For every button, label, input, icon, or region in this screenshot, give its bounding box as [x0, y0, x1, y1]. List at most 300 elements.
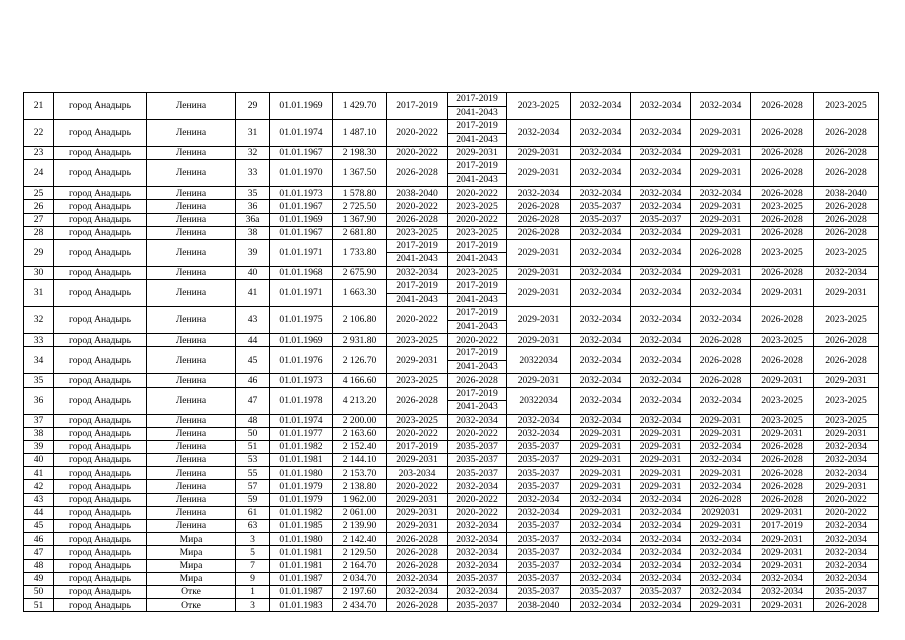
date-cell: 01.01.1971	[270, 239, 333, 266]
period-cell-1: 2032-2034	[387, 572, 448, 585]
period-cell-7: 2029-2031	[751, 533, 814, 546]
row-number: 31	[24, 280, 54, 307]
period-cell-7: 2026-2028	[751, 213, 814, 226]
area-cell: 1 367.50	[333, 160, 387, 187]
period-cell-5: 2032-2034	[631, 387, 691, 414]
period-cell-6: 20292031	[691, 506, 751, 519]
row-number: 39	[24, 440, 54, 453]
period-cell-7: 2023-2025	[751, 387, 814, 414]
period-cell-5: 2029-2031	[631, 467, 691, 480]
period-cell-6: 2032-2034	[691, 307, 751, 334]
period-subcell: 2041-2043	[448, 106, 506, 120]
period-cell-3: 2026-2028	[507, 200, 571, 213]
table-row	[24, 520, 879, 533]
period-cell-5: 2032-2034	[631, 226, 691, 239]
period-cell-8: 2023-2025	[814, 414, 879, 427]
period-cell-5: 2032-2034	[631, 307, 691, 334]
table-row	[24, 93, 879, 120]
area-cell: 2 142.40	[333, 533, 387, 546]
house-number-cell: 1	[236, 585, 270, 598]
period-cell-7: 2026-2028	[751, 454, 814, 467]
house-number-cell: 36	[236, 200, 270, 213]
house-number-cell: 33	[236, 160, 270, 187]
period-subcell: 2017-2019	[396, 280, 438, 292]
period-cell-2: 2032-2034	[448, 559, 507, 572]
period-cell-6: 2029-2031	[691, 266, 751, 279]
period-cell-1: 2029-2031	[387, 493, 448, 506]
house-number-cell: 59	[236, 493, 270, 506]
period-cell-3: 2029-2031	[507, 374, 571, 387]
table-row	[24, 440, 879, 453]
period-cell-6: 2026-2028	[691, 493, 751, 506]
period-cell-3: 2032-2034	[507, 427, 571, 440]
period-cell-4: 2032-2034	[571, 93, 631, 120]
date-cell: 01.01.1967	[270, 200, 333, 213]
city-cell: город Анадырь	[54, 307, 147, 334]
city-cell: город Анадырь	[54, 374, 147, 387]
area-cell: 2 152.40	[333, 440, 387, 453]
table-row	[24, 493, 879, 506]
period-cell-7: 2026-2028	[751, 307, 814, 334]
date-cell: 01.01.1974	[270, 414, 333, 427]
street-cell: Ленина	[147, 307, 236, 334]
house-number-cell: 5	[236, 546, 270, 559]
period-cell-2	[448, 160, 507, 187]
period-subcell: 2017-2019	[456, 239, 498, 251]
house-number-cell: 32	[236, 147, 270, 160]
period-cell-4: 2032-2034	[571, 147, 631, 160]
area-cell: 1 733.80	[333, 239, 387, 266]
street-cell: Мира	[147, 559, 236, 572]
city-cell: город Анадырь	[54, 520, 147, 533]
street-cell: Ленина	[147, 239, 236, 266]
table-row	[24, 334, 879, 347]
row-number: 32	[24, 307, 54, 334]
period-cell-7: 2017-2019	[751, 520, 814, 533]
period-cell-2: 2032-2034	[448, 585, 507, 598]
period-cell-8: 2023-2025	[814, 387, 879, 414]
area-cell: 2 675.90	[333, 266, 387, 279]
row-number: 47	[24, 546, 54, 559]
table-row	[24, 160, 879, 187]
house-number-cell: 41	[236, 280, 270, 307]
period-cell-8: 2038-2040	[814, 187, 879, 200]
table-row	[24, 387, 879, 414]
row-number: 22	[24, 120, 54, 147]
street-cell: Ленина	[147, 493, 236, 506]
period-cell-4: 2032-2034	[571, 239, 631, 266]
area-cell: 2 153.70	[333, 467, 387, 480]
row-number: 48	[24, 559, 54, 572]
date-cell: 01.01.1987	[270, 585, 333, 598]
period-cell-3: 2038-2040	[507, 599, 571, 612]
table-body	[24, 93, 879, 612]
city-cell: город Анадырь	[54, 467, 147, 480]
period-cell-3: 2035-2037	[507, 467, 571, 480]
period-cell-8: 2032-2034	[814, 572, 879, 585]
table-row	[24, 454, 879, 467]
table-row	[24, 266, 879, 279]
period-cell-5: 2032-2034	[631, 266, 691, 279]
row-number: 38	[24, 427, 54, 440]
house-number-cell: 47	[236, 387, 270, 414]
house-number-cell: 40	[236, 266, 270, 279]
row-number: 30	[24, 266, 54, 279]
period-cell-7: 2029-2031	[751, 559, 814, 572]
period-cell-1: 2026-2028	[387, 387, 448, 414]
period-cell-1: 2038-2040	[387, 187, 448, 200]
date-cell: 01.01.1967	[270, 226, 333, 239]
date-cell: 01.01.1977	[270, 427, 333, 440]
row-number: 29	[24, 239, 54, 266]
period-cell-1: 2026-2028	[387, 559, 448, 572]
period-subcell: 2017-2019	[456, 93, 498, 104]
period-subcell: 2041-2043	[448, 293, 506, 307]
date-cell: 01.01.1981	[270, 559, 333, 572]
period-cell-2: 2020-2022	[448, 506, 507, 519]
date-cell: 01.01.1970	[270, 160, 333, 187]
period-cell-3: 2035-2037	[507, 546, 571, 559]
period-cell-1: 2020-2022	[387, 480, 448, 493]
area-cell: 2 129.50	[333, 546, 387, 559]
period-cell-8: 2032-2034	[814, 520, 879, 533]
period-cell-7: 2029-2031	[751, 546, 814, 559]
period-cell-3: 2029-2031	[507, 147, 571, 160]
date-cell: 01.01.1973	[270, 374, 333, 387]
street-cell: Ленина	[147, 187, 236, 200]
period-cell-4: 2032-2034	[571, 280, 631, 307]
house-number-cell: 39	[236, 239, 270, 266]
period-cell-3: 2026-2028	[507, 226, 571, 239]
house-number-cell: 51	[236, 440, 270, 453]
period-cell-7: 2029-2031	[751, 374, 814, 387]
area-cell: 2 126.70	[333, 347, 387, 374]
period-cell-4: 2032-2034	[571, 559, 631, 572]
period-cell-1: 2020-2022	[387, 120, 448, 147]
city-cell: город Анадырь	[54, 334, 147, 347]
period-cell-6: 2026-2028	[691, 239, 751, 266]
period-cell-8: 2029-2031	[814, 374, 879, 387]
period-cell-7: 2026-2028	[751, 266, 814, 279]
period-cell-4: 2032-2034	[571, 347, 631, 374]
street-cell: Ленина	[147, 506, 236, 519]
period-cell-4: 2032-2034	[571, 307, 631, 334]
date-cell: 01.01.1968	[270, 266, 333, 279]
period-cell-2: 2035-2037	[448, 454, 507, 467]
area-cell: 1 367.90	[333, 213, 387, 226]
period-cell-6: 2032-2034	[691, 480, 751, 493]
period-cell-8: 2029-2031	[814, 480, 879, 493]
period-cell-3: 2032-2034	[507, 120, 571, 147]
row-number: 23	[24, 147, 54, 160]
city-cell: город Анадырь	[54, 387, 147, 414]
date-cell: 01.01.1973	[270, 187, 333, 200]
house-number-cell: 57	[236, 480, 270, 493]
table-row	[24, 187, 879, 200]
period-cell-3: 2032-2034	[507, 414, 571, 427]
table-row	[24, 280, 879, 307]
period-subcell: 2041-2043	[448, 320, 506, 334]
period-cell-4: 2032-2034	[571, 387, 631, 414]
period-cell-4: 2032-2034	[571, 520, 631, 533]
period-cell-8: 2032-2034	[814, 467, 879, 480]
period-cell-2	[448, 120, 507, 147]
row-number: 41	[24, 467, 54, 480]
period-cell-6: 2029-2031	[691, 213, 751, 226]
city-cell: город Анадырь	[54, 533, 147, 546]
period-cell-7: 2023-2025	[751, 414, 814, 427]
period-cell-3: 2035-2037	[507, 533, 571, 546]
table-row	[24, 213, 879, 226]
date-cell: 01.01.1981	[270, 454, 333, 467]
period-cell-6: 2032-2034	[691, 93, 751, 120]
period-cell-7: 2029-2031	[751, 280, 814, 307]
period-cell-5: 2035-2037	[631, 585, 691, 598]
period-cell-3: 2035-2037	[507, 440, 571, 453]
city-cell: город Анадырь	[54, 454, 147, 467]
period-cell-2: 2020-2022	[448, 334, 507, 347]
period-cell-1: 2020-2022	[387, 427, 448, 440]
city-cell: город Анадырь	[54, 414, 147, 427]
period-cell-2: 2026-2028	[448, 374, 507, 387]
row-number: 37	[24, 414, 54, 427]
period-cell-3: 2032-2034	[507, 506, 571, 519]
street-cell: Ленина	[147, 414, 236, 427]
period-cell-8: 2026-2028	[814, 120, 879, 147]
period-cell-8: 2035-2037	[814, 585, 879, 598]
period-cell-5: 2029-2031	[631, 480, 691, 493]
period-cell-1: 2029-2031	[387, 347, 448, 374]
row-number: 43	[24, 493, 54, 506]
period-cell-6: 2032-2034	[691, 187, 751, 200]
period-cell-6: 2032-2034	[691, 533, 751, 546]
period-cell-2	[448, 307, 507, 334]
street-cell: Ленина	[147, 266, 236, 279]
period-cell-1: 2023-2025	[387, 226, 448, 239]
period-cell-4: 2029-2031	[571, 427, 631, 440]
period-cell-8: 2032-2034	[814, 440, 879, 453]
period-cell-7: 2026-2028	[751, 467, 814, 480]
house-number-cell: 63	[236, 520, 270, 533]
city-cell: город Анадырь	[54, 480, 147, 493]
period-cell-2: 2035-2037	[448, 572, 507, 585]
period-subcell: 2041-2043	[448, 360, 506, 374]
period-cell-7: 2026-2028	[751, 347, 814, 374]
period-cell-4: 2032-2034	[571, 572, 631, 585]
period-cell-1: 2017-2019	[387, 440, 448, 453]
date-cell: 01.01.1985	[270, 520, 333, 533]
table-row	[24, 467, 879, 480]
period-cell-6: 2032-2034	[691, 387, 751, 414]
date-cell: 01.01.1978	[270, 387, 333, 414]
street-cell: Мира	[147, 546, 236, 559]
area-cell: 2 163.60	[333, 427, 387, 440]
period-cell-2: 2032-2034	[448, 533, 507, 546]
period-cell-3: 20322034	[507, 347, 571, 374]
period-cell-5: 2029-2031	[631, 454, 691, 467]
date-cell: 01.01.1980	[270, 533, 333, 546]
date-cell: 01.01.1987	[270, 572, 333, 585]
area-cell: 2 725.50	[333, 200, 387, 213]
period-cell-6: 2032-2034	[691, 572, 751, 585]
row-number: 40	[24, 454, 54, 467]
date-cell: 01.01.1967	[270, 147, 333, 160]
row-number: 49	[24, 572, 54, 585]
period-cell-3: 2032-2034	[507, 187, 571, 200]
period-cell-4: 2035-2037	[571, 213, 631, 226]
area-cell: 4 213.20	[333, 387, 387, 414]
period-cell-4: 2032-2034	[571, 599, 631, 612]
period-cell-6: 2026-2028	[691, 334, 751, 347]
period-cell-7: 2032-2034	[751, 585, 814, 598]
house-number-cell: 35	[236, 187, 270, 200]
row-number: 42	[24, 480, 54, 493]
period-cell-8: 2032-2034	[814, 559, 879, 572]
city-cell: город Анадырь	[54, 546, 147, 559]
period-cell-6: 2029-2031	[691, 200, 751, 213]
period-cell-7: 2023-2025	[751, 200, 814, 213]
period-cell-8: 2032-2034	[814, 546, 879, 559]
period-cell-7: 2026-2028	[751, 493, 814, 506]
period-cell-7: 2023-2025	[751, 239, 814, 266]
period-cell-5: 2032-2034	[631, 493, 691, 506]
date-cell: 01.01.1971	[270, 280, 333, 307]
row-number: 35	[24, 374, 54, 387]
period-cell-4: 2032-2034	[571, 334, 631, 347]
period-cell-6: 2032-2034	[691, 559, 751, 572]
period-cell-2	[448, 280, 507, 307]
city-cell: город Анадырь	[54, 160, 147, 187]
period-cell-8: 2026-2028	[814, 599, 879, 612]
period-subcell: 2017-2019	[456, 160, 498, 172]
period-cell-8: 2023-2025	[814, 93, 879, 120]
period-cell-5: 2032-2034	[631, 280, 691, 307]
area-cell: 1 487.10	[333, 120, 387, 147]
table-row	[24, 585, 879, 598]
table-row	[24, 533, 879, 546]
street-cell: Ленина	[147, 213, 236, 226]
date-cell: 01.01.1976	[270, 347, 333, 374]
city-cell: город Анадырь	[54, 599, 147, 612]
house-number-cell: 36а	[236, 213, 270, 226]
street-cell: Ленина	[147, 347, 236, 374]
row-number: 24	[24, 160, 54, 187]
date-cell: 01.01.1979	[270, 480, 333, 493]
row-number: 25	[24, 187, 54, 200]
table-row	[24, 374, 879, 387]
city-cell: город Анадырь	[54, 585, 147, 598]
street-cell: Ленина	[147, 160, 236, 187]
row-number: 50	[24, 585, 54, 598]
city-cell: город Анадырь	[54, 493, 147, 506]
period-cell-3: 2035-2037	[507, 520, 571, 533]
date-cell: 01.01.1969	[270, 213, 333, 226]
area-cell: 2 106.80	[333, 307, 387, 334]
period-cell-6: 2029-2031	[691, 467, 751, 480]
period-cell-1: 2020-2022	[387, 307, 448, 334]
period-cell-3: 2029-2031	[507, 334, 571, 347]
area-cell: 1 663.30	[333, 280, 387, 307]
table-row	[24, 347, 879, 374]
period-cell-5: 2032-2034	[631, 334, 691, 347]
period-cell-1: 2023-2025	[387, 414, 448, 427]
house-number-cell: 50	[236, 427, 270, 440]
table-row	[24, 546, 879, 559]
period-cell-5: 2032-2034	[631, 200, 691, 213]
period-cell-4: 2032-2034	[571, 414, 631, 427]
house-number-cell: 55	[236, 467, 270, 480]
period-cell-6: 2026-2028	[691, 347, 751, 374]
period-cell-5: 2029-2031	[631, 440, 691, 453]
table-row	[24, 480, 879, 493]
period-subcell: 2017-2019	[456, 120, 498, 131]
area-cell: 1 962.00	[333, 493, 387, 506]
period-cell-5: 2032-2034	[631, 599, 691, 612]
table-row	[24, 147, 879, 160]
period-cell-4: 2032-2034	[571, 374, 631, 387]
street-cell: Ленина	[147, 387, 236, 414]
period-cell-1: 2026-2028	[387, 546, 448, 559]
period-cell-7: 2029-2031	[751, 599, 814, 612]
street-cell: Ленина	[147, 427, 236, 440]
table-row	[24, 414, 879, 427]
row-number: 21	[24, 93, 54, 120]
row-number: 44	[24, 506, 54, 519]
period-cell-4: 2032-2034	[571, 187, 631, 200]
row-number: 33	[24, 334, 54, 347]
house-number-cell: 3	[236, 533, 270, 546]
period-cell-8: 2026-2028	[814, 200, 879, 213]
period-cell-4: 2029-2031	[571, 467, 631, 480]
period-subcell: 2017-2019	[456, 307, 498, 319]
house-number-cell: 3	[236, 599, 270, 612]
period-cell-3: 2029-2031	[507, 266, 571, 279]
house-number-cell: 38	[236, 226, 270, 239]
period-cell-6: 2032-2034	[691, 585, 751, 598]
period-cell-5: 2032-2034	[631, 347, 691, 374]
city-cell: город Анадырь	[54, 239, 147, 266]
period-cell-6: 2032-2034	[691, 546, 751, 559]
period-cell-4: 2029-2031	[571, 506, 631, 519]
street-cell: Ленина	[147, 120, 236, 147]
area-cell: 2 164.70	[333, 559, 387, 572]
period-cell-3: 2035-2037	[507, 585, 571, 598]
period-subcell: 2041-2043	[448, 400, 506, 414]
period-cell-2: 2023-2025	[448, 226, 507, 239]
street-cell: Ленина	[147, 200, 236, 213]
period-cell-3: 2029-2031	[507, 280, 571, 307]
period-cell-8: 2026-2028	[814, 334, 879, 347]
street-cell: Ленина	[147, 520, 236, 533]
street-cell: Ленина	[147, 226, 236, 239]
period-cell-5: 2035-2037	[631, 213, 691, 226]
period-cell-2	[448, 347, 507, 374]
row-number: 36	[24, 387, 54, 414]
period-cell-8: 2032-2034	[814, 533, 879, 546]
period-cell-5: 2032-2034	[631, 120, 691, 147]
area-cell: 2 200.00	[333, 414, 387, 427]
period-cell-2: 2020-2022	[448, 213, 507, 226]
period-cell-5: 2032-2034	[631, 414, 691, 427]
period-cell-8: 2026-2028	[814, 213, 879, 226]
area-cell: 4 166.60	[333, 374, 387, 387]
table-row	[24, 226, 879, 239]
date-cell: 01.01.1969	[270, 334, 333, 347]
period-cell-1	[387, 239, 448, 266]
period-cell-8: 2020-2022	[814, 506, 879, 519]
street-cell: Мира	[147, 533, 236, 546]
street-cell: Отке	[147, 585, 236, 598]
